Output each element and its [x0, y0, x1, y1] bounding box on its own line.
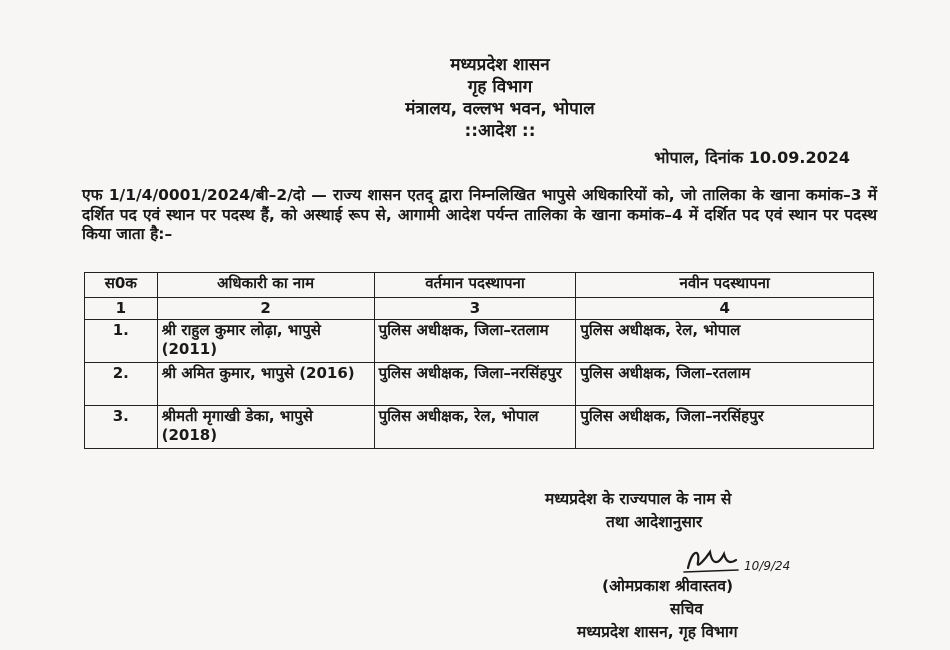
- row-sno: 2.: [85, 363, 158, 406]
- row-new-posting: पुलिस अधीक्षक, रेल, भोपाल: [576, 320, 874, 363]
- signatory-department: मध्यप्रदेश शासन, गृह विभाग: [577, 623, 738, 641]
- table-row: [85, 363, 874, 406]
- date-line: भोपाल, दिनांक 10.09.2024: [654, 148, 850, 167]
- order-heading: ::आदेश ::: [464, 121, 536, 141]
- signature-date: 10/9/24: [744, 559, 791, 573]
- row-new-posting: पुलिस अधीक्षक, जिला–नरसिंहपुर: [576, 406, 874, 449]
- column-number: 4: [576, 298, 874, 320]
- order-paragraph: एफ 1/1/4/0001/2024/बी–2/दो — राज्य शासन एतद् द्वारा निम्नलिखित भापुसे अधिकारियों को, जो तालिका के खाना कमांक–3 में दर्शित पद एवं स्थान पर पदस्थ हैं, को अस्थाई रूप से, आगामी आदेश पर्यन्त तालिका के खाना कमांक–4 में दर्शित पद एवं स्थान पर पदस्थ किया जाता है:–: [82, 186, 877, 243]
- column-number: 1: [85, 298, 158, 320]
- row-current-posting: पुलिस अधीक्षक, जिला–नरसिंहपुर: [374, 363, 576, 406]
- table-row: [85, 320, 874, 363]
- row-sno: 1.: [85, 320, 158, 363]
- row-officer-name: श्रीमती मृगाखी डेका, भापुसे (2018): [157, 406, 374, 449]
- signatory-name: (ओमप्रकाश श्रीवास्तव): [602, 577, 734, 595]
- header-new-posting: नवीन पदस्थापना: [576, 273, 874, 298]
- row-sno: 3.: [85, 406, 158, 449]
- header-current-posting: वर्तमान पदस्थापना: [374, 273, 576, 298]
- header-sno: स0क: [85, 273, 158, 298]
- row-current-posting: पुलिस अधीक्षक, जिला–रतलाम: [374, 320, 576, 363]
- authority-line: मध्यप्रदेश के राज्यपाल के नाम से: [545, 490, 732, 508]
- column-number-row: [85, 298, 874, 320]
- signatory-title: सचिव: [670, 600, 703, 618]
- govt-name: मध्यप्रदेश शासन: [450, 55, 550, 75]
- table-header-row: [85, 273, 874, 298]
- header-officer-name: अधिकारी का नाम: [157, 273, 374, 298]
- row-current-posting: पुलिस अधीक्षक, रेल, भोपाल: [374, 406, 576, 449]
- column-number: 2: [157, 298, 374, 320]
- table-row: [85, 406, 874, 449]
- column-number: 3: [374, 298, 576, 320]
- row-new-posting: पुलिस अधीक्षक, जिला–रतलाम: [576, 363, 874, 406]
- authority-line-2: तथा आदेशानुसार: [606, 513, 703, 531]
- row-officer-name: श्री राहुल कुमार लोढ़ा, भापुसे (2011): [157, 320, 374, 363]
- office-address: मंत्रालय, वल्लभ भवन, भोपाल: [405, 99, 595, 119]
- department-name: गृह विभाग: [467, 77, 533, 97]
- postings-table: [84, 272, 874, 449]
- row-officer-name: श्री अमित कुमार, भापुसे (2016): [157, 363, 374, 406]
